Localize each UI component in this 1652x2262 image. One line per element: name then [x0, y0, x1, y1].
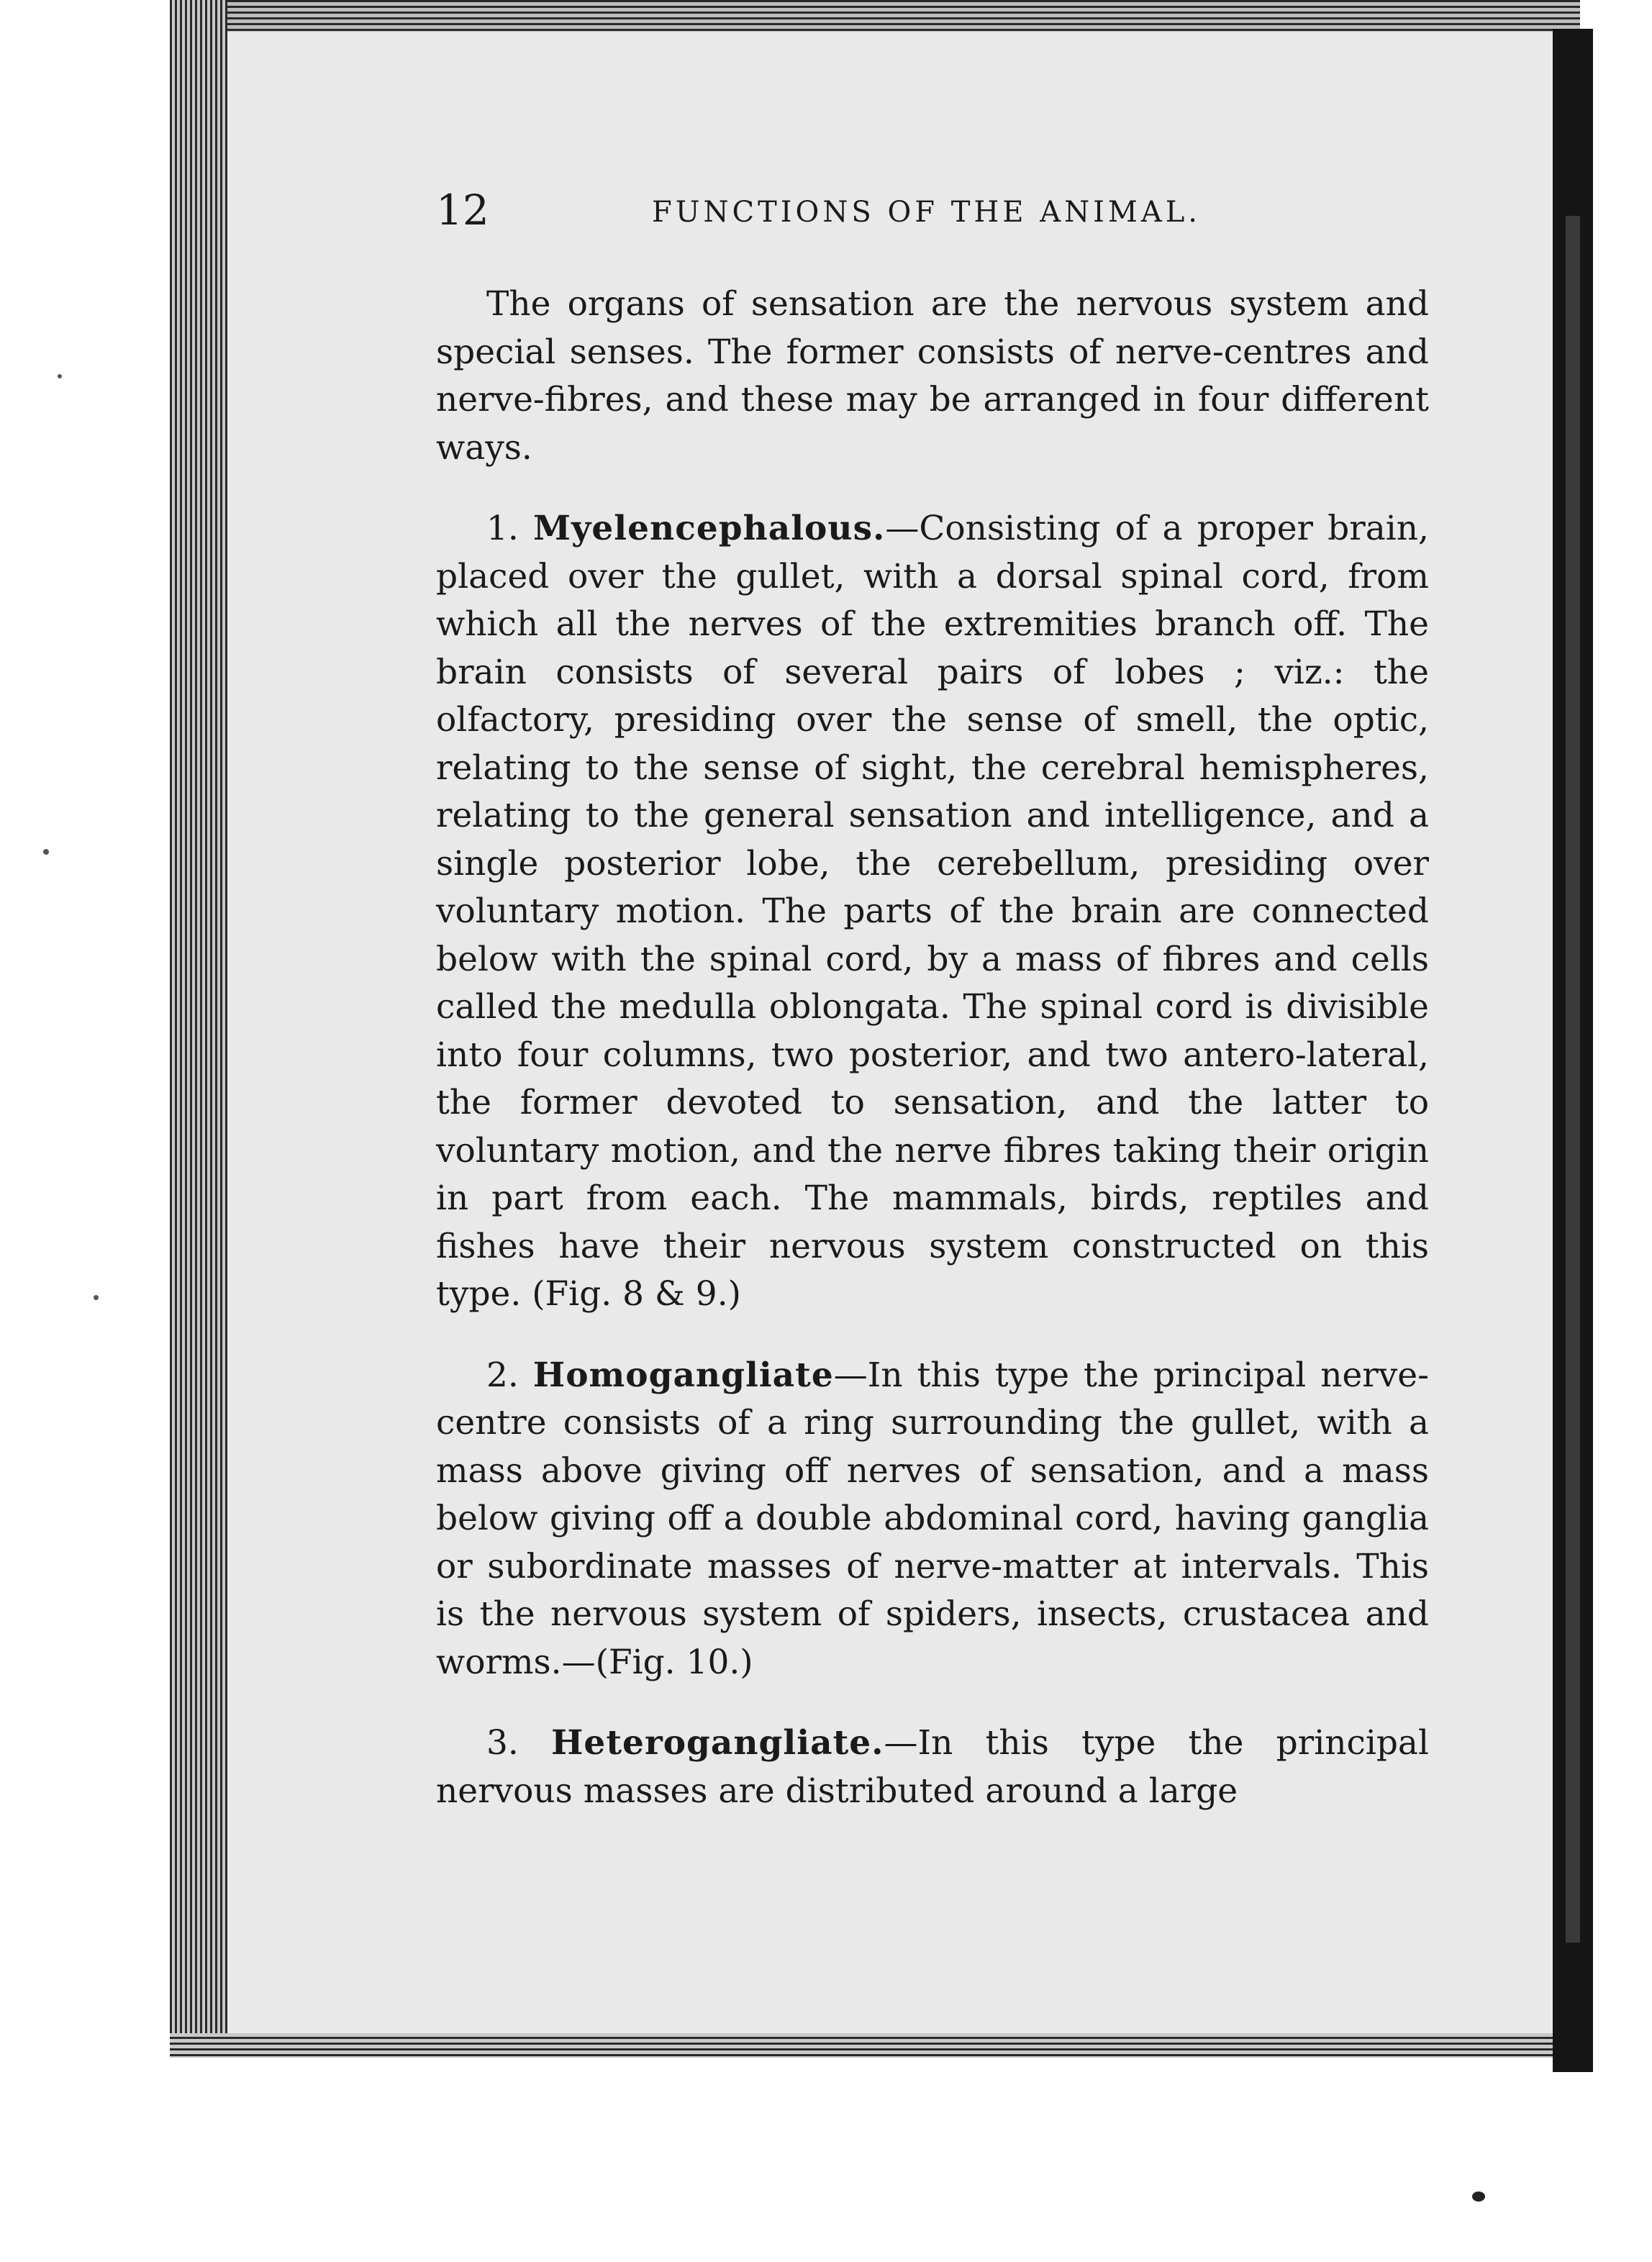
page-body	[436, 281, 1429, 1815]
page-bottom-edges	[170, 2033, 1580, 2058]
scan-speck	[1472, 2191, 1485, 2202]
section-number: 3.	[486, 1723, 519, 1763]
running-head: FUNCTIONS OF THE ANIMAL.	[652, 196, 1202, 229]
intro-paragraph: The organs of sensation are the nervous system and special senses. The former consists of nerve-centres and nerve-fibres, and these may be arranged in four different ways.	[436, 284, 1429, 468]
section-text: —Consisting of a proper brain, placed over the gullet, with a dorsal spinal cord, from which all the nerves of the extremities branch off. The brain consists of several pairs of lobes ; viz.: the olfactory, presiding over the sense of smell, the optic, relating to the sense of sight, the cerebral hemispheres, relating to the general sensation and intelligence, and a single posterior lobe, the cerebellum, presiding over voluntary motion. The parts of the brain are connected below with the spinal cord, by a mass of fibres and cells called the medulla oblongata. The spinal cord is divisible into four columns, two posterior, and two antero-lateral, the former devoted to sensation, and the latter to voluntary motion, and the nerve fibres taking their origin in part from each. The mammals, birds, reptiles and fishes have their nervous system constructed on this type. (Fig. 8 & 9.)	[436, 509, 1429, 1314]
scan-speck	[43, 849, 49, 855]
right-binding-edge	[1566, 216, 1580, 1943]
page-number: 12	[436, 186, 489, 235]
section-number: 2.	[486, 1355, 519, 1395]
scan-speck	[58, 374, 62, 378]
section-term: Myelencephalous.	[533, 509, 886, 548]
section-paragraph-2	[436, 1352, 1429, 1687]
scan-speck	[94, 1295, 99, 1300]
section-number: 1.	[486, 509, 519, 548]
page-header	[436, 186, 1429, 243]
page-top-edges	[170, 0, 1580, 32]
section-term: Homogangliate	[532, 1355, 834, 1395]
section-term: Heterogangliate.	[551, 1723, 884, 1763]
section-paragraph-3	[436, 1720, 1429, 1815]
section-text: —In this type the principal nerve-centre consists of a ring surrounding the gullet, with a mass above giving off nerves of sensation, and a mass below giving off a double abdominal cord, having ganglia or subordinate masses of nerve-matter at intervals. This is the nervous system of spiders, insects, crustacea and worms.—(Fig. 10.)	[436, 1355, 1429, 1682]
section-text: —In this type the principal nervous masses are distributed around a large	[436, 1723, 1429, 1811]
page-side-edges	[170, 0, 227, 2058]
section-paragraph-1	[436, 505, 1429, 1319]
